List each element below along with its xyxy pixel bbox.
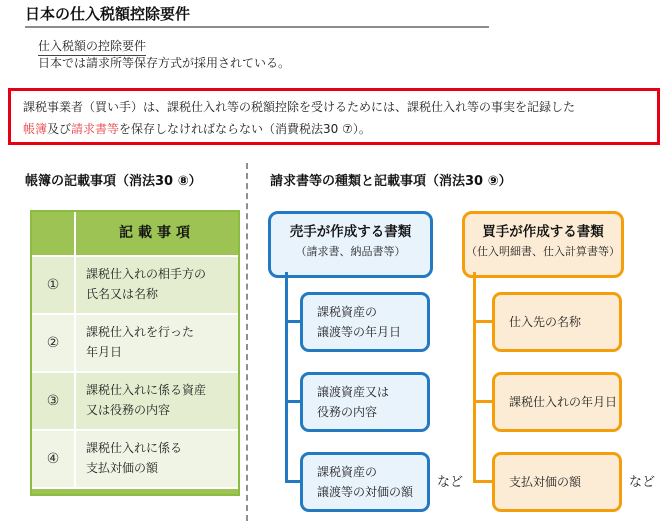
seller-connector-stub — [285, 480, 300, 483]
subsection-title: 仕入税額の控除要件 — [38, 37, 146, 56]
seller-item-line2: 譲渡等の対価の額 — [317, 485, 414, 499]
seller-documents-box — [268, 211, 433, 278]
buyer-connector-stub — [473, 400, 492, 403]
row-content-line1: 課税仕入れに係る資産 — [86, 383, 207, 398]
table-row — [32, 431, 238, 487]
table-row — [32, 373, 238, 429]
seller-connector-stub — [285, 320, 300, 323]
buyer-box-title: 買手が作成する書類 — [482, 224, 604, 240]
row-content — [76, 373, 238, 429]
notice-term-invoice: 請求書等 — [71, 122, 120, 137]
invoice-section-heading: 請求書等の種類と記載事項（消法30 ⑨） — [270, 174, 512, 189]
seller-item-line1: 譲渡資産又は — [317, 384, 390, 399]
vertical-dashed-divider — [246, 163, 248, 521]
seller-item-box — [300, 372, 430, 432]
seller-item-line2: 役務の内容 — [317, 405, 378, 419]
notice-line2 — [23, 118, 657, 140]
buyer-item-box — [492, 372, 622, 432]
table-row — [32, 257, 238, 313]
row-number: ① — [32, 257, 74, 313]
seller-item-line1: 課税資産の — [317, 464, 378, 479]
ledger-section-heading: 帳簿の記載事項（消法30 ⑧） — [25, 174, 202, 189]
seller-item-line2: 譲渡等の年月日 — [317, 325, 402, 339]
row-content-line2: 又は役務の内容 — [86, 403, 171, 417]
buyer-item-line1: 支払対価の額 — [509, 474, 582, 489]
buyer-documents-box — [462, 211, 624, 278]
seller-item-box — [300, 292, 430, 352]
seller-connector-line — [285, 272, 288, 483]
row-number: ② — [32, 315, 74, 371]
title-underline-rule — [25, 26, 489, 28]
row-content — [76, 315, 238, 371]
notice-term-ledger: 帳簿 — [23, 122, 48, 137]
row-number: ③ — [32, 373, 74, 429]
buyer-item-line1: 課税仕入れの年月日 — [509, 394, 618, 409]
ledger-table-corner-cell — [32, 212, 74, 255]
seller-item-line1: 課税資産の — [317, 304, 378, 319]
seller-box-title: 売手が作成する書類 — [289, 224, 412, 240]
page-title: 日本の仕入税額控除要件 — [25, 5, 191, 23]
row-content-line2: 氏名又は名称 — [86, 287, 159, 301]
row-content-line1: 課税仕入れを行った — [86, 325, 195, 340]
seller-box-subtitle: （請求書、納品書等） — [295, 245, 406, 258]
notice-line1: 課税事業者（買い手）は、課税仕入れ等の税額控除を受けるためには、課税仕入れ等の事実を記録した — [23, 100, 576, 114]
ledger-table — [30, 210, 240, 496]
seller-connector-stub — [285, 400, 300, 403]
buyer-connector-line — [473, 272, 476, 483]
buyer-item-box — [492, 452, 622, 512]
ledger-table-footer-bar — [32, 489, 238, 494]
seller-item-box — [300, 452, 430, 512]
row-content-line2: 年月日 — [86, 345, 123, 359]
notice-conjunction: 及び — [47, 122, 72, 137]
notice-line2-rest: を保存しなければならない（消費税法30 ⑦）。 — [119, 122, 371, 137]
seller-etc-label: など — [437, 475, 464, 490]
buyer-item-line1: 仕入先の名称 — [509, 314, 582, 329]
row-number: ④ — [32, 431, 74, 487]
table-row — [32, 315, 238, 371]
row-content — [76, 431, 238, 487]
row-content-line1: 課税仕入れの相手方の — [86, 267, 207, 282]
buyer-connector-stub — [473, 320, 492, 323]
buyer-item-box — [492, 292, 622, 352]
intro-text: 日本では請求所等保存方式が採用されている。 — [38, 56, 291, 70]
buyer-etc-label: など — [629, 475, 656, 490]
notice-box — [8, 88, 660, 145]
ledger-table-header-row — [32, 212, 238, 255]
ledger-table-header-cell: 記載事項 — [76, 212, 238, 255]
row-content-line2: 支払対価の額 — [86, 461, 159, 475]
row-content — [76, 257, 238, 313]
row-content-line1: 課税仕入れに係る — [86, 441, 183, 456]
buyer-box-subtitle: （仕入明細書、仕入計算書等） — [466, 245, 620, 258]
buyer-connector-stub — [473, 480, 492, 483]
